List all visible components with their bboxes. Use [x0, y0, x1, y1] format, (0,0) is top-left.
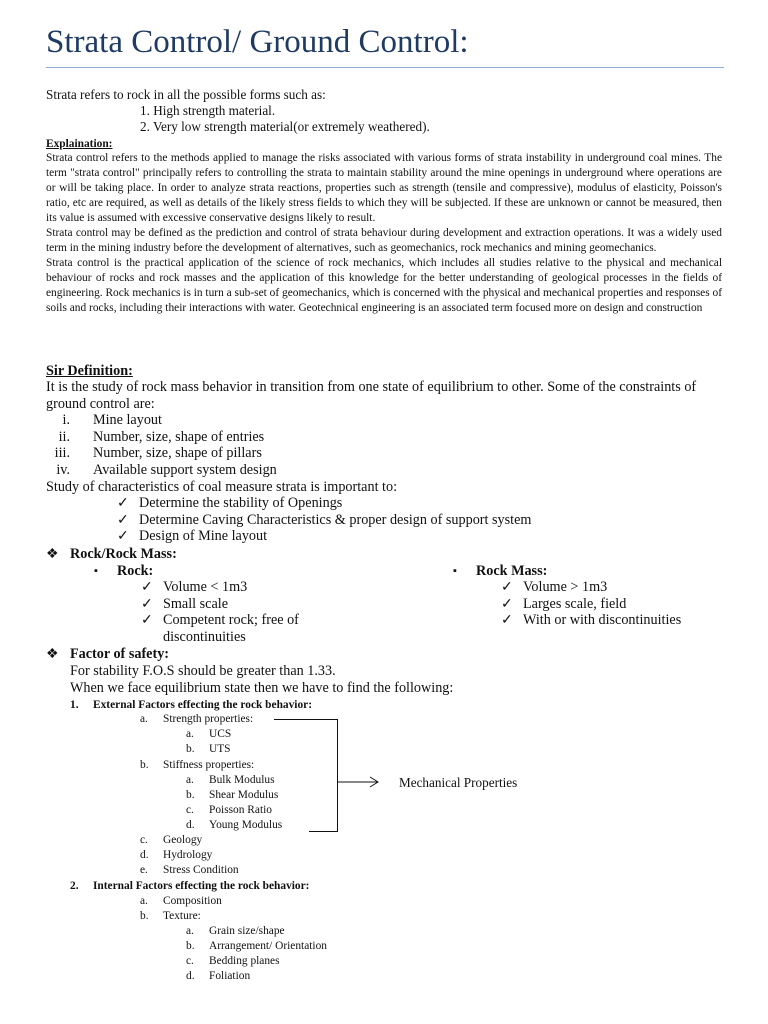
external-item: Hydrology [163, 849, 213, 861]
sir-definition-heading: Sir Definition: [46, 363, 133, 379]
stiffness-item: Young Modulus [209, 819, 283, 831]
fos-line: For stability F.O.S should be greater than 1.33. [70, 663, 336, 679]
constraint-num: iv. [56, 462, 70, 478]
strength-item: UCS [209, 728, 232, 740]
rock-mass-label: Rock Mass: [476, 563, 548, 579]
texture-label: Texture: [163, 910, 201, 922]
strength-item: UTS [209, 743, 231, 755]
rock-mass-heading: Rock/Rock Mass: [70, 546, 177, 562]
fos-line: When we face equilibrium state then we have to find the following: [70, 680, 454, 696]
stiffness-item: Bulk Modulus [209, 774, 275, 786]
square-bullet-icon: ▪ [453, 565, 457, 577]
explanation-heading: Explaination: [46, 138, 113, 150]
list-num: d. [186, 819, 195, 831]
rock-mass-item: Larges scale, field [523, 596, 627, 612]
check-icon: ✓ [501, 579, 513, 595]
list-num: b. [186, 743, 195, 755]
diamond-bullet-icon: ❖ [46, 646, 59, 662]
list-num: d. [140, 849, 149, 861]
rock-label: Rock: [117, 563, 154, 579]
rock-item: Small scale [163, 596, 229, 612]
diamond-bullet-icon: ❖ [46, 546, 59, 562]
list-num: c. [186, 804, 194, 816]
list-num: b. [140, 759, 149, 771]
list-num: b. [140, 910, 149, 922]
constraint-item: Number, size, shape of entries [93, 429, 265, 445]
study-item: Determine Caving Characteristics & proper design of support system [139, 512, 532, 528]
bracket-bottom-line [309, 831, 338, 832]
page-title: Strata Control/ Ground Control: [46, 24, 469, 60]
intro-lead: Strata refers to rock in all the possible forms such as: [46, 87, 326, 102]
sir-definition-line: It is the study of rock mass behavior in transition from one state of equilibrium to other. Some of the constraints of [46, 379, 697, 395]
title-rule [46, 67, 724, 68]
external-item: Geology [163, 834, 203, 846]
list-num: e. [140, 864, 148, 876]
stiffness-item: Shear Modulus [209, 789, 279, 801]
explanation-paragraph: Strata control may be defined as the prediction and control of strata behaviour during development and extraction operations. It was a widely used term in the mining industry before the development of alternatives, such as geomechanics, rock mechanics and mining geomechanics. [46, 227, 722, 254]
intro-item: 2. Very low strength material(or extremely weathered). [140, 119, 430, 134]
list-num: c. [140, 834, 148, 846]
list-num: a. [186, 925, 194, 937]
stiffness-label: Stiffness properties: [163, 759, 255, 771]
check-icon: ✓ [501, 612, 513, 628]
explanation-body [46, 151, 722, 316]
internal-num: 2. [70, 880, 79, 892]
constraint-num: iii. [54, 445, 70, 461]
rock-mass-item: With or with discontinuities [523, 612, 682, 628]
external-heading: External Factors effecting the rock behavior: [93, 699, 313, 711]
constraint-item: Available support system design [93, 462, 277, 478]
external-item: Stress Condition [163, 864, 239, 876]
texture-item: Arrangement/ Orientation [209, 940, 327, 952]
square-bullet-icon: ▪ [94, 565, 98, 577]
list-num: a. [186, 728, 194, 740]
check-icon: ✓ [117, 495, 129, 511]
strength-label: Strength properties: [163, 713, 254, 725]
sir-definition-line: ground control are: [46, 396, 155, 412]
check-icon: ✓ [141, 579, 153, 595]
constraint-item: Number, size, shape of pillars [93, 445, 262, 461]
mechanical-properties-label: Mechanical Properties [399, 775, 518, 790]
check-icon: ✓ [117, 528, 129, 544]
check-icon: ✓ [117, 512, 129, 528]
stiffness-item: Poisson Ratio [209, 804, 272, 816]
list-num: b. [186, 789, 195, 801]
list-num: a. [186, 774, 194, 786]
study-item: Determine the stability of Openings [139, 495, 343, 511]
check-icon: ✓ [141, 612, 153, 628]
check-icon: ✓ [501, 596, 513, 612]
explanation-paragraph: Strata control is the practical application of the science of rock mechanics, which includes all studies relative to the physical and mechanical behaviour of rocks and rock masses and the application of this knowledge for the better understanding of geological processes in the fields of engineering. Rock mechanics is in turn a sub-set of geomechanics, which is concerned with the physical and mechanical properties and responses of soils and rocks, including their interactions with water. Geotechnical engineering is an associated term focused more on design and construction [46, 257, 722, 314]
study-item: Design of Mine layout [139, 528, 268, 544]
constraint-num: ii. [58, 429, 70, 445]
constraint-num: i. [62, 412, 70, 428]
list-num: a. [140, 895, 148, 907]
study-lead: Study of characteristics of coal measure strata is important to: [46, 479, 398, 495]
list-num: a. [140, 713, 148, 725]
texture-item: Bedding planes [209, 955, 280, 967]
explanation-paragraph: Strata control refers to the methods applied to manage the risks associated with various forms of strata instability in underground coal mines. The term "strata control" principally refers to controlling the strata to maintain stability around the mine openings in underground where operations are or will be taking place. In order to analyze strata reactions, properties such as strength (tensile and compressive), modulus of elasticity, Poisson's ratio, etc are required, as well as details of the likely stress fields to which they will be subjected. If these are unknown or cannot be measured, then its value is assumed with excessive conservative designs likely to result. [46, 152, 722, 224]
rock-item: Volume < 1m3 [163, 579, 248, 595]
constraint-item: Mine layout [93, 412, 162, 428]
texture-item: Grain size/shape [209, 925, 285, 937]
check-icon: ✓ [141, 596, 153, 612]
internal-heading: Internal Factors effecting the rock behavior: [93, 880, 310, 892]
rock-mass-item: Volume > 1m3 [523, 579, 608, 595]
texture-item: Foliation [209, 970, 251, 982]
bracket-vertical-line [337, 719, 338, 831]
external-num: 1. [70, 699, 79, 711]
factor-of-safety-heading: Factor of safety: [70, 646, 170, 662]
list-num: b. [186, 940, 195, 952]
arrow-right-icon [337, 776, 381, 788]
rock-item: discontinuities [163, 629, 246, 645]
composition-item: Composition [163, 895, 222, 907]
intro-item: 1. High strength material. [140, 103, 276, 118]
list-num: d. [186, 970, 195, 982]
rock-item: Competent rock; free of [163, 612, 299, 628]
bracket-top-line [274, 719, 337, 720]
list-num: c. [186, 955, 194, 967]
